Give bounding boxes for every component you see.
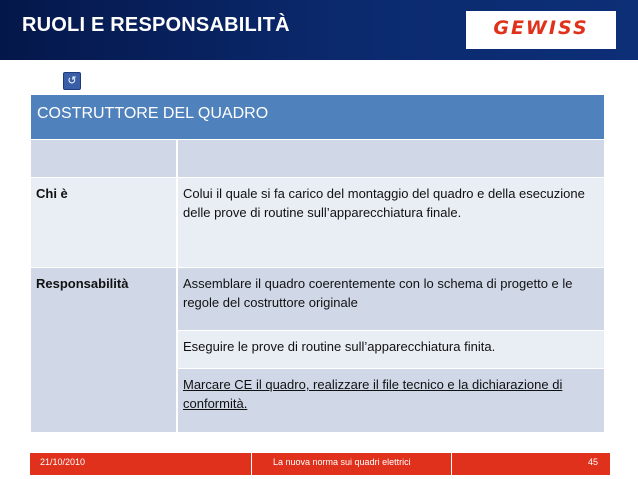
- footer-title: La nuova norma sui quadri elettrici: [273, 457, 411, 467]
- footer-page-number: 45: [588, 457, 599, 467]
- resp-label: Responsabilità: [31, 268, 176, 432]
- logo-text: GEWISS: [493, 17, 589, 39]
- slide-footer: [30, 453, 610, 475]
- chi-text: Colui il quale si fa carico del montaggio del quadro e della esecuzione delle prove di routine sull’apparecchiatura finale.: [178, 178, 604, 267]
- return-arrow-icon[interactable]: ↺: [63, 72, 81, 90]
- resp-item-3-link[interactable]: Marcare CE il quadro, realizzare il file tecnico e la dichiarazione di conformità.: [183, 377, 563, 411]
- table-heading: COSTRUTTORE DEL QUADRO: [31, 95, 604, 139]
- footer-divider: [451, 453, 452, 475]
- footer-date: 21/10/2010: [40, 457, 86, 467]
- gewiss-logo: [466, 11, 616, 49]
- chi-label: Chi è: [31, 178, 176, 267]
- resp-item-1: Assemblare il quadro coerentemente con lo schema di progetto e le regole del costruttore originale: [178, 268, 604, 330]
- resp-item-2: Eseguire le prove di routine sull’apparecchiatura finita.: [178, 331, 604, 368]
- resp-item-3-cell: [178, 369, 604, 432]
- table-empty-cell: [31, 140, 176, 177]
- slide-header: [0, 0, 638, 60]
- footer-divider: [251, 453, 252, 475]
- slide-title: RUOLI E RESPONSABILITÀ: [22, 14, 290, 36]
- table-empty-cell: [178, 140, 604, 177]
